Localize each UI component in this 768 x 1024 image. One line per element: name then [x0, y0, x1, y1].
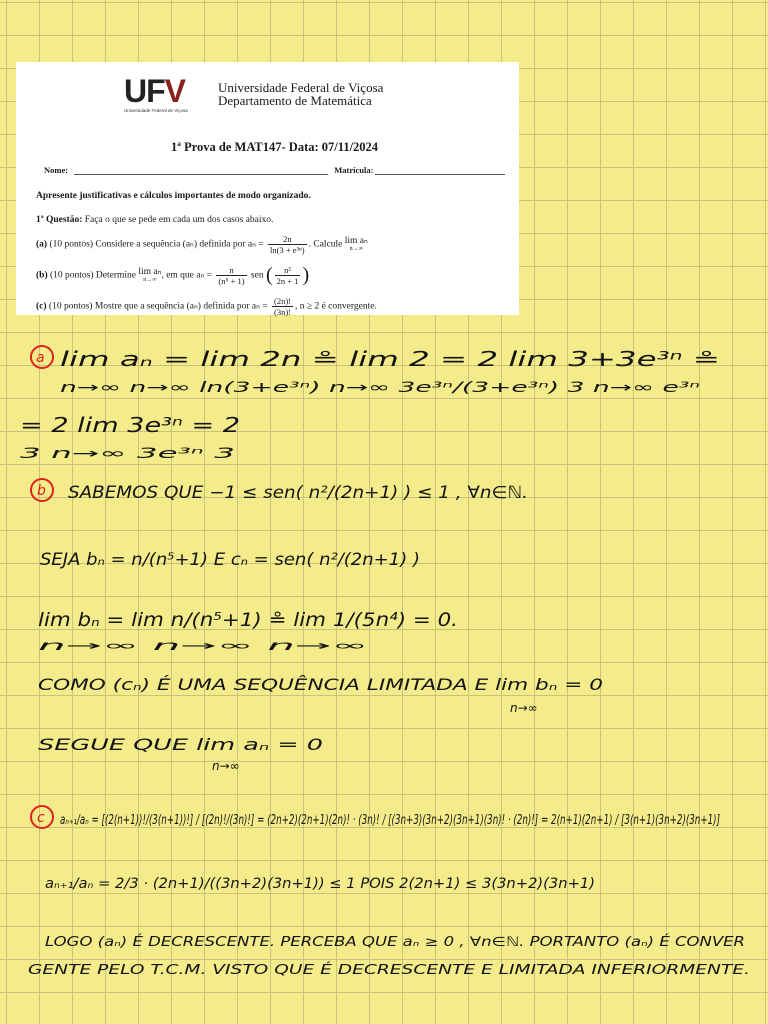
- exam-title: 1ª Prova de MAT147- Data: 07/11/2024: [170, 140, 379, 154]
- department-name: Departamento de Matemática: [218, 93, 372, 108]
- part-b-line3: lim bₙ = lim n/(n⁵+1) ≗ lim 1/(5n⁴) = 0.: [38, 609, 458, 631]
- matricula-label: Matrícula:: [334, 165, 374, 175]
- part-b-line3-sub: n→∞ n→∞ n→∞: [38, 639, 368, 654]
- question-heading: 1ª Questão: Faça o que se pede em cada um dos casos abaixo.: [36, 215, 274, 225]
- marker-b: b: [37, 483, 46, 499]
- logo-subtitle: Universidade Federal de Viçosa: [124, 108, 188, 113]
- part-b-line4: COMO (cₙ) É UMA SEQUÊNCIA LIMITADA E lim bₙ = 0: [38, 675, 603, 694]
- part-c-line4: GENTE PELO T.C.M. VISTO QUE É DECRESCENTE E LIMITADA INFERIORMENTE.: [28, 963, 533, 978]
- part-c-line3: LOGO (aₙ) É DECRESCENTE. PERCEBA QUE aₙ ≥ 0 , ∀n∈ℕ. PORTANTO (aₙ) É CONVER: [45, 935, 597, 950]
- part-a-line2: = 2 lim 3e³ⁿ = 2: [20, 413, 240, 437]
- part-a-line2-sub: 3 n→∞ 3e³ⁿ 3: [20, 446, 235, 462]
- name-label: Nome:: [44, 165, 69, 175]
- part-b-line2: SEJA bₙ = n/(n⁵+1) E cₙ = sen( n²/(2n+1) ): [40, 550, 420, 570]
- marker-a: a: [36, 350, 45, 366]
- part-c-line2: aₙ₊₁/aₙ = 2/3 · (2n+1)/((3n+2)(3n+1)) ≤ 1 POIS 2(2n+1) ≤ 3(3n+2)(3n+1): [45, 876, 595, 892]
- part-b-line5: SEGUE QUE lim aₙ = 0: [38, 735, 323, 754]
- part-b-line4-sub: n→∞: [510, 701, 538, 715]
- part-b-line5-sub: n→∞: [212, 759, 240, 773]
- part-b-line1: SABEMOS QUE −1 ≤ sen( n²/(2n+1) ) ≤ 1 , ∀n∈ℕ.: [68, 483, 528, 503]
- instructions: Apresente justificativas e cálculos importantes de modo organizado.: [36, 191, 311, 201]
- part-a-line1: lim aₙ = lim 2n ≗ lim 2 = 2 lim 3+3e³ⁿ ≗: [60, 347, 720, 371]
- marker-c: c: [37, 810, 45, 826]
- item-a: (a) (10 pontos) Considere a sequência (aₙ) definida por aₙ = $\frac{2n}{\text{ln(3 + e³ⁿ)}}$ . Calcule lim aₙ n→∞: [36, 234, 368, 255]
- part-a-line1-sub: n→∞ n→∞ ln(3+e³ⁿ) n→∞ 3e³ⁿ/(3+e³ⁿ) 3 n→∞ e³ⁿ: [60, 380, 701, 396]
- ufv-logo: UFV Universidade Federal de Viçosa: [124, 75, 208, 113]
- item-c: (c) (10 pontos) Mostre que a sequência (aₙ) definida por aₙ = $\frac{(2n)!}{(3n)!}$ , n ≥ 2 é convergente.: [36, 296, 377, 317]
- item-b: (b) (10 pontos) Determine lim aₙ n→∞ , em que aₙ = $\frac{n}{\text{(n⁵ + 1)}}$ sen ( $\frac{\text{n²}}{2n + 1}$ ): [36, 264, 310, 286]
- part-c-line1: aₙ₊₁/aₙ = [(2(n+1))!/(3(n+1))!] / [(2n)!/(3n)!] = (2n+2)(2n+1)(2n)! · (3n)! / [(3n+3)(3n+2)(3n+1)(3n)! · (2n)!] = 2(n+1)(2n+1) / [3(n+1)(3n+2)(3n+1)]: [60, 813, 720, 828]
- university-name: Universidade Federal de Viçosa: [218, 80, 384, 95]
